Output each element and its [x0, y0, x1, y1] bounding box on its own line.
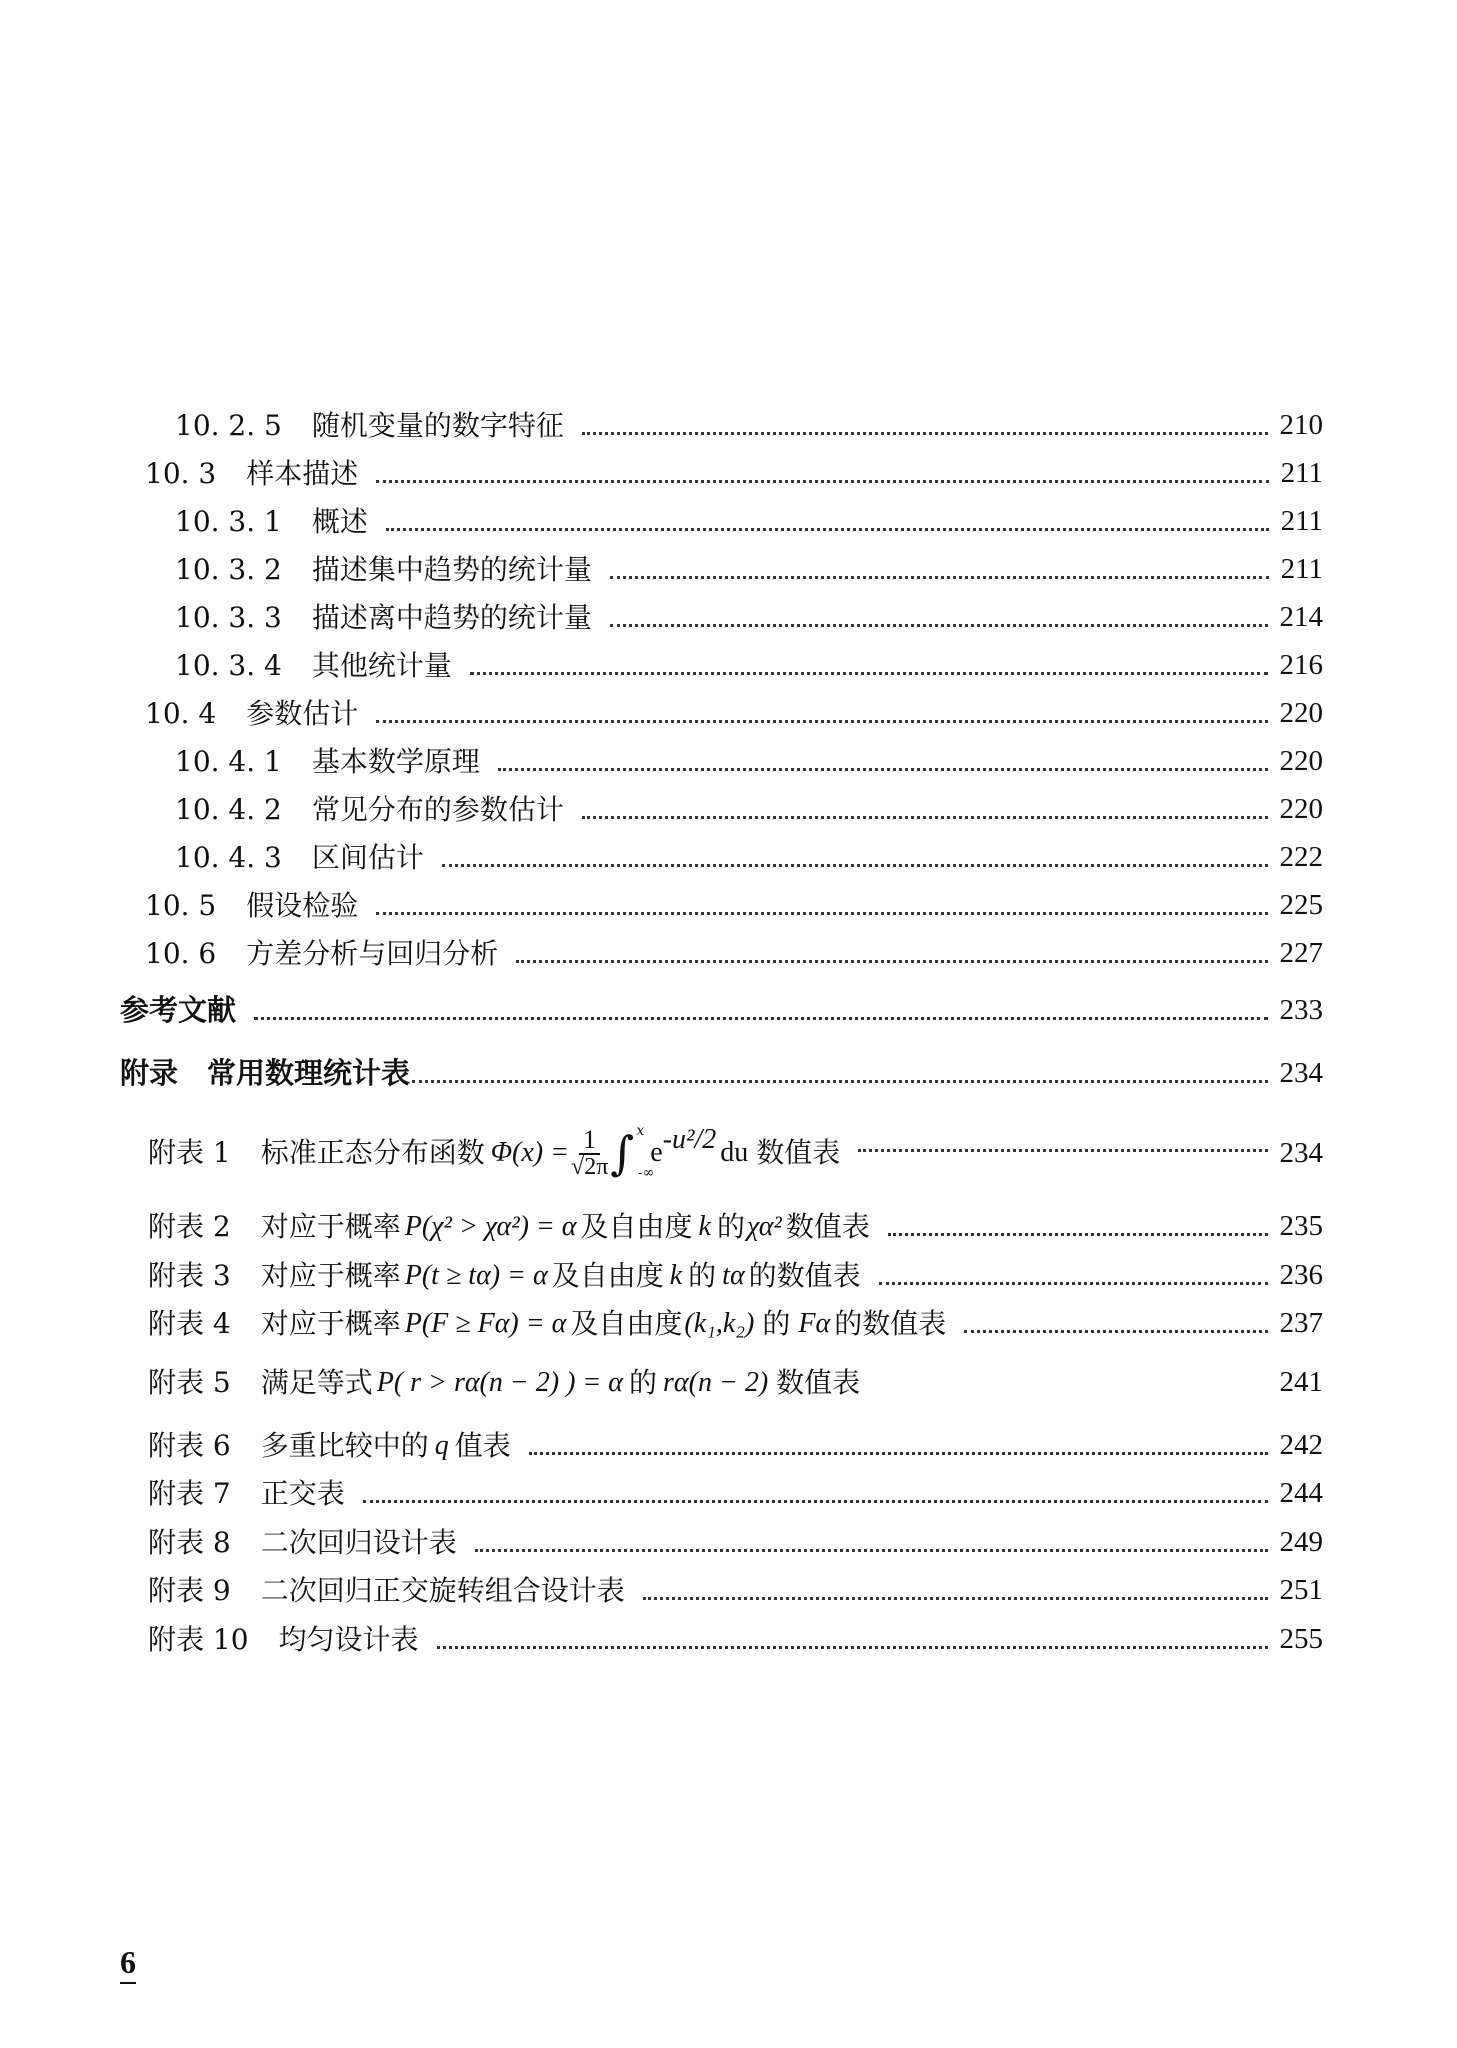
entry-page: 227 [1279, 937, 1323, 969]
fraction-denominator: √2π [571, 1154, 609, 1180]
entry-page: 210 [1279, 409, 1323, 441]
entry-title: 描述集中趋势的统计量 [311, 553, 592, 586]
table-number: 附表 4 [148, 1307, 231, 1340]
table-title-suffix: 的数值表 [748, 1259, 861, 1292]
table-title: 均匀设计表 [278, 1623, 419, 1656]
entry-title: 其他统计量 [311, 649, 452, 682]
table-title-prefix: 标准正态分布函数 [260, 1136, 485, 1169]
toc-entry-10-2-5[interactable] [175, 411, 1323, 440]
table-number: 附表 3 [148, 1259, 231, 1292]
table-number: 附表 2 [148, 1210, 231, 1243]
dot-leader [610, 624, 1268, 627]
dot-leader [498, 768, 1268, 771]
toc-entry-table-3[interactable] [148, 1261, 1323, 1290]
entry-title: 样本描述 [246, 457, 359, 490]
dot-leader [442, 864, 1268, 867]
dot-leader [582, 432, 1268, 435]
entry-number: 10. 4. 3 [175, 841, 282, 874]
toc-entry-10-4-3[interactable] [175, 843, 1323, 872]
table-number: 附表 9 [148, 1574, 231, 1607]
entry-page: 214 [1279, 601, 1323, 633]
formula: P( r > rα(n − 2) ) = α [376, 1367, 624, 1398]
entry-title: 假设检验 [246, 889, 359, 922]
formula-lhs: Φ(x) = [490, 1137, 570, 1168]
table-title-prefix: 对应于概率 [260, 1259, 401, 1292]
dot-leader [376, 720, 1267, 723]
dot-leader [529, 1452, 1268, 1455]
table-page: 242 [1279, 1429, 1323, 1461]
table-number: 附表 8 [148, 1526, 231, 1559]
entry-number: 10. 3. 2 [175, 553, 282, 586]
toc-entry-10-5[interactable] [145, 891, 1323, 920]
table-title: 二次回归正交旋转组合设计表 [260, 1574, 625, 1607]
dot-leader [610, 576, 1269, 579]
dot-leader [582, 816, 1268, 819]
entry-number: 10. 4. 2 [175, 793, 282, 826]
toc-entry-references[interactable] [120, 993, 1323, 1027]
entry-page: 220 [1279, 697, 1323, 729]
table-title-prefix: 对应于概率 [260, 1307, 401, 1340]
table-title-mid2: 的 [629, 1366, 658, 1399]
toc-entry-table-7[interactable] [148, 1479, 1323, 1508]
table-page: 251 [1279, 1574, 1323, 1606]
entry-number: 10. 4 [145, 697, 217, 730]
dot-leader [363, 1500, 1268, 1503]
table-title: 正交表 [260, 1477, 345, 1510]
appendix-title: 附录 常用数理统计表 [120, 1056, 411, 1090]
table-number: 附表 6 [148, 1429, 231, 1462]
formula-symbol: Fα [798, 1308, 831, 1339]
entry-page: 211 [1280, 457, 1323, 489]
entry-title: 参数估计 [246, 697, 359, 730]
entry-title: 方差分析与回归分析 [246, 937, 499, 970]
dot-leader [643, 1597, 1268, 1600]
dot-leader [437, 1646, 1268, 1649]
integral-sign: ∫ x -∞ [610, 1123, 655, 1181]
entry-number: 10. 3. 3 [175, 601, 282, 634]
toc-entry-10-4[interactable] [145, 699, 1323, 728]
toc-entry-10-3[interactable] [145, 459, 1323, 488]
table-title-suffix: 值表 [454, 1429, 511, 1462]
entry-title: 概述 [311, 505, 368, 538]
table-title-mid: 及自由度 [551, 1259, 664, 1292]
toc-entry-10-4-2[interactable] [175, 795, 1323, 824]
formula-variable: k [669, 1260, 683, 1291]
entry-page: 234 [1279, 1057, 1323, 1089]
entry-number: 10. 5 [145, 889, 217, 922]
entry-page: 220 [1279, 745, 1323, 777]
entry-page: 220 [1279, 793, 1323, 825]
toc-entry-appendix[interactable] [120, 1056, 1323, 1090]
entry-number: 10. 3. 4 [175, 649, 282, 682]
table-page: 244 [1279, 1477, 1323, 1509]
dot-leader [254, 1017, 1267, 1020]
toc-entry-10-4-1[interactable] [175, 747, 1323, 776]
fraction-numerator: 1 [579, 1127, 600, 1155]
toc-entry-table-1[interactable] [148, 1118, 1323, 1188]
formula-variable: k [698, 1211, 711, 1242]
dot-leader [386, 528, 1269, 531]
toc-entry-table-2[interactable] [148, 1212, 1323, 1241]
dot-leader [376, 912, 1267, 915]
table-page: 237 [1279, 1307, 1323, 1339]
dot-leader [858, 1149, 1267, 1152]
table-title-suffix: 的数值表 [834, 1307, 947, 1340]
table-page: 236 [1279, 1259, 1323, 1291]
toc-entry-table-6[interactable] [148, 1431, 1323, 1460]
integral-upper-limit: x [636, 1123, 645, 1139]
table-title-suffix: 数值表 [756, 1136, 841, 1169]
table-title-prefix: 对应于概率 [260, 1210, 401, 1243]
table-title-mid: 及自由度 [580, 1210, 693, 1243]
dot-leader [412, 1080, 1267, 1083]
differential: du [720, 1137, 749, 1168]
entry-number: 10. 2. 5 [175, 409, 282, 442]
table-title-mid2: 的 [716, 1210, 745, 1243]
table-title-mid2: 的 [762, 1307, 791, 1340]
entry-number: 10. 4. 1 [175, 745, 282, 778]
entry-page: 211 [1280, 505, 1323, 537]
dot-leader [964, 1330, 1267, 1333]
table-title-mid2: 的 [688, 1259, 717, 1292]
toc-entry-table-10[interactable] [148, 1625, 1323, 1654]
fraction [571, 1127, 608, 1179]
toc-entry-10-3-2[interactable] [175, 555, 1323, 584]
table-page: 235 [1279, 1210, 1323, 1242]
entry-number: 10. 3. 1 [175, 505, 282, 538]
formula: P(F ≥ Fα) = α [404, 1308, 567, 1339]
toc-entry-10-6[interactable] [145, 939, 1323, 968]
formula-variable: (k₁,k₂) [684, 1308, 755, 1339]
integrand-exponent: -u²/2 [662, 1124, 717, 1155]
table-number: 附表 7 [148, 1477, 231, 1510]
dot-leader [470, 672, 1268, 675]
table-title-suffix: 数值表 [776, 1366, 861, 1399]
dot-leader [376, 480, 1268, 483]
toc-entry-10-3-4[interactable] [175, 651, 1323, 680]
toc-entry-10-3-1[interactable] [175, 507, 1323, 536]
entry-number: 10. 6 [145, 937, 217, 970]
toc-entry-table-4[interactable] [148, 1309, 1323, 1338]
formula: P(t ≥ tα) = α [404, 1260, 548, 1291]
dot-leader [516, 960, 1267, 963]
table-title-prefix: 多重比较中的 [260, 1429, 429, 1462]
dot-leader [879, 1282, 1268, 1285]
toc-entry-table-5[interactable] [148, 1368, 1323, 1397]
integrand-base: e [650, 1137, 663, 1168]
dot-leader [475, 1549, 1268, 1552]
formula-variable: q [434, 1430, 449, 1461]
entry-number: 10. 3 [145, 457, 217, 490]
formula-symbol: χα² [746, 1211, 782, 1242]
table-page: 234 [1279, 1136, 1323, 1169]
entry-page: 233 [1279, 994, 1323, 1026]
table-number: 附表 5 [148, 1366, 231, 1399]
dot-leader [888, 1233, 1268, 1236]
table-title-mid: 及自由度 [570, 1307, 683, 1340]
table-page: 255 [1279, 1623, 1323, 1655]
entry-title: 基本数学原理 [311, 745, 480, 778]
entry-title: 常见分布的参数估计 [311, 793, 564, 826]
toc-entry-10-3-3[interactable] [175, 603, 1323, 632]
entry-page: 225 [1279, 889, 1323, 921]
page-number: 6 [120, 1944, 136, 1984]
formula-symbol: tα [722, 1260, 745, 1291]
table-title-prefix: 满足等式 [260, 1366, 373, 1399]
entry-page: 216 [1279, 649, 1323, 681]
table-number: 附表 10 [148, 1623, 249, 1656]
table-page: 249 [1279, 1526, 1323, 1558]
entry-title: 描述离中趋势的统计量 [311, 601, 592, 634]
entry-page: 222 [1279, 841, 1323, 873]
table-title-suffix: 数值表 [785, 1210, 870, 1243]
table-page: 241 [1279, 1366, 1323, 1398]
entry-title: 区间估计 [311, 841, 424, 874]
table-number: 附表 1 [148, 1136, 231, 1169]
references-title: 参考文献 [120, 993, 237, 1027]
toc-entry-table-9[interactable] [148, 1576, 1323, 1605]
entry-title: 随机变量的数字特征 [311, 409, 564, 442]
formula-symbol: rα(n − 2) [663, 1367, 769, 1398]
toc-entry-table-8[interactable] [148, 1528, 1323, 1557]
entry-page: 211 [1280, 553, 1323, 585]
table-title: 二次回归设计表 [260, 1526, 457, 1559]
formula: P(χ² > χα²) = α [404, 1211, 577, 1242]
integral-lower-limit: -∞ [637, 1165, 655, 1181]
